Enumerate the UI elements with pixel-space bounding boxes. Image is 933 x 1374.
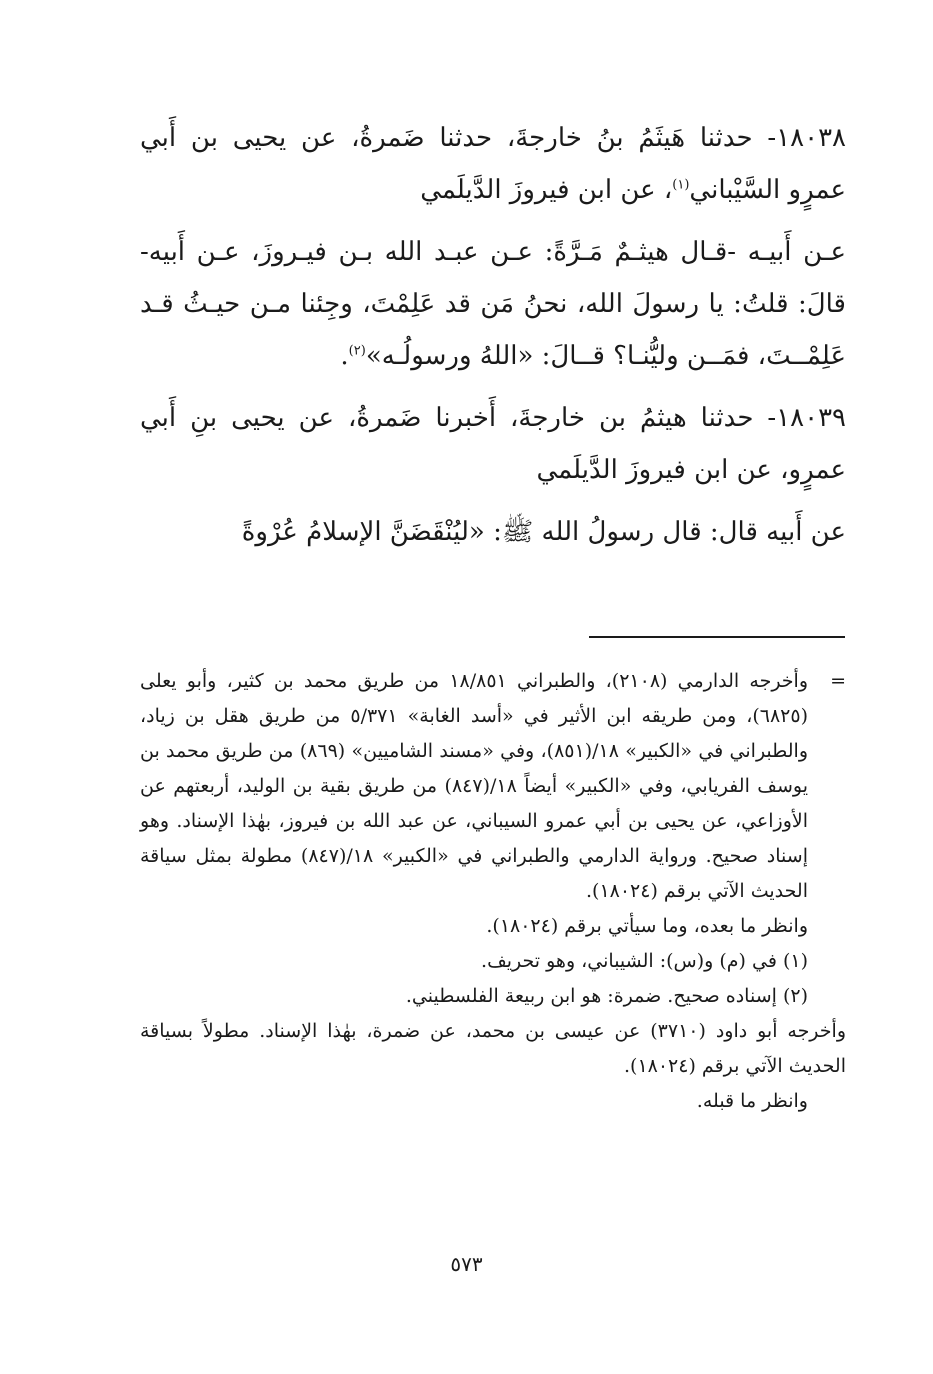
footnote-continuation: = وأخرجه الدارمي (٢١٠٨)، والطبراني ١٨/٨٥١ من طريق محمد بن كثير، وأبو يعلى (٦٨٢٥)، ومن طريقه ابن الأثير في «أسد الغابة» ٥/٣٧١ من طريق هقل بن زياد، والطبراني في «الكبير» ١٨/(٨٥١)، وفي «مسند الشاميين» (٨٦٩) من طريق محمد بن يوسف الفريابي، وفي «الكبير» أيضاً ١٨/(٨٤٧) من طريق بقية بن الوليد، أربعتهم عن الأوزاعي، عن يحيى بن أبي عمرو السيباني، عن عبد الله بن فيروز، بهٰذا الإسناد. وهو إسناد صحيح. ورواية الدارمي والطبراني في «الكبير» ١٨/(٨٤٧) مطولة بمثل سياقة الحديث الآتي برقم (١٨٠٢٤). <box>140 664 846 909</box>
hadith-18039-isnad: ١٨٠٣٩- حدثنا هيثمُ بن خارجةَ، أَخبرنا ضَمرةُ، عن يحيى بنِ أَبي عمرٍو، عن ابن فيروزَ الدَّيلَمي <box>140 403 846 485</box>
page-number: ٥٧٣ <box>450 1252 483 1276</box>
footnote-1: (١) في (م) و(س): الشيباني، وهو تحريف. <box>481 950 808 972</box>
footnote-2: (٢) إسناده صحيح. ضمرة: هو ابن ربيعة الفلسطيني. <box>405 985 808 1007</box>
hadith-18038-matn: عـن أَبيـه -قـال هيثـمٌ مَـرَّةً: عـن عبـد الله بـن فيـروزَ، عـن أَبيه- قالَ: قلتُ: يا رسولَ الله، نحنُ مَن قد عَلِمْتَ، وجِئنا مـن حيـثُ قـد عَلِمْــتَ، فمَــن وليُّنـا؟ قــالَ: «اللهُ ورسولُـه»$^{(٢)}$. <box>140 237 846 371</box>
footnote-2-more: وأخرجه أبو داود (٣٧١٠) عن عيسى بن محمد، عن ضمرة، بهٰذا الإسناد. مطولاً بسياقة الحديث الآتي برقم (١٨٠٢٤). <box>140 1020 846 1077</box>
main-text <box>140 112 846 558</box>
footnotes <box>140 664 846 1119</box>
footnote-see-after: وانظر ما بعده، وما سيأتي برقم (١٨٠٢٤). <box>486 915 808 937</box>
hadith-18038-isnad: ١٨٠٣٨- حدثنا هَيثَمُ بنُ خارجةَ، حدثنا ضَمرةُ، عن يحيى بن أَبي عمرٍو السَّيْباني$^{(١)}$، عن ابن فيروزَ الدَّيلَمي <box>140 123 846 205</box>
footnote-ref-2[interactable]: (٢) <box>348 343 366 359</box>
footnote-see-before: وانظر ما قبله. <box>696 1090 808 1112</box>
footnote-ref-1[interactable]: (١) <box>672 177 690 193</box>
continuation-marker: = <box>830 670 846 692</box>
hadith-18039-matn: عن أَبيه قال: قال رسولُ الله ﷺ: «ليُنْقَضَنَّ الإسلامُ عُرْوةً <box>241 517 846 547</box>
footnote-divider <box>589 636 845 638</box>
